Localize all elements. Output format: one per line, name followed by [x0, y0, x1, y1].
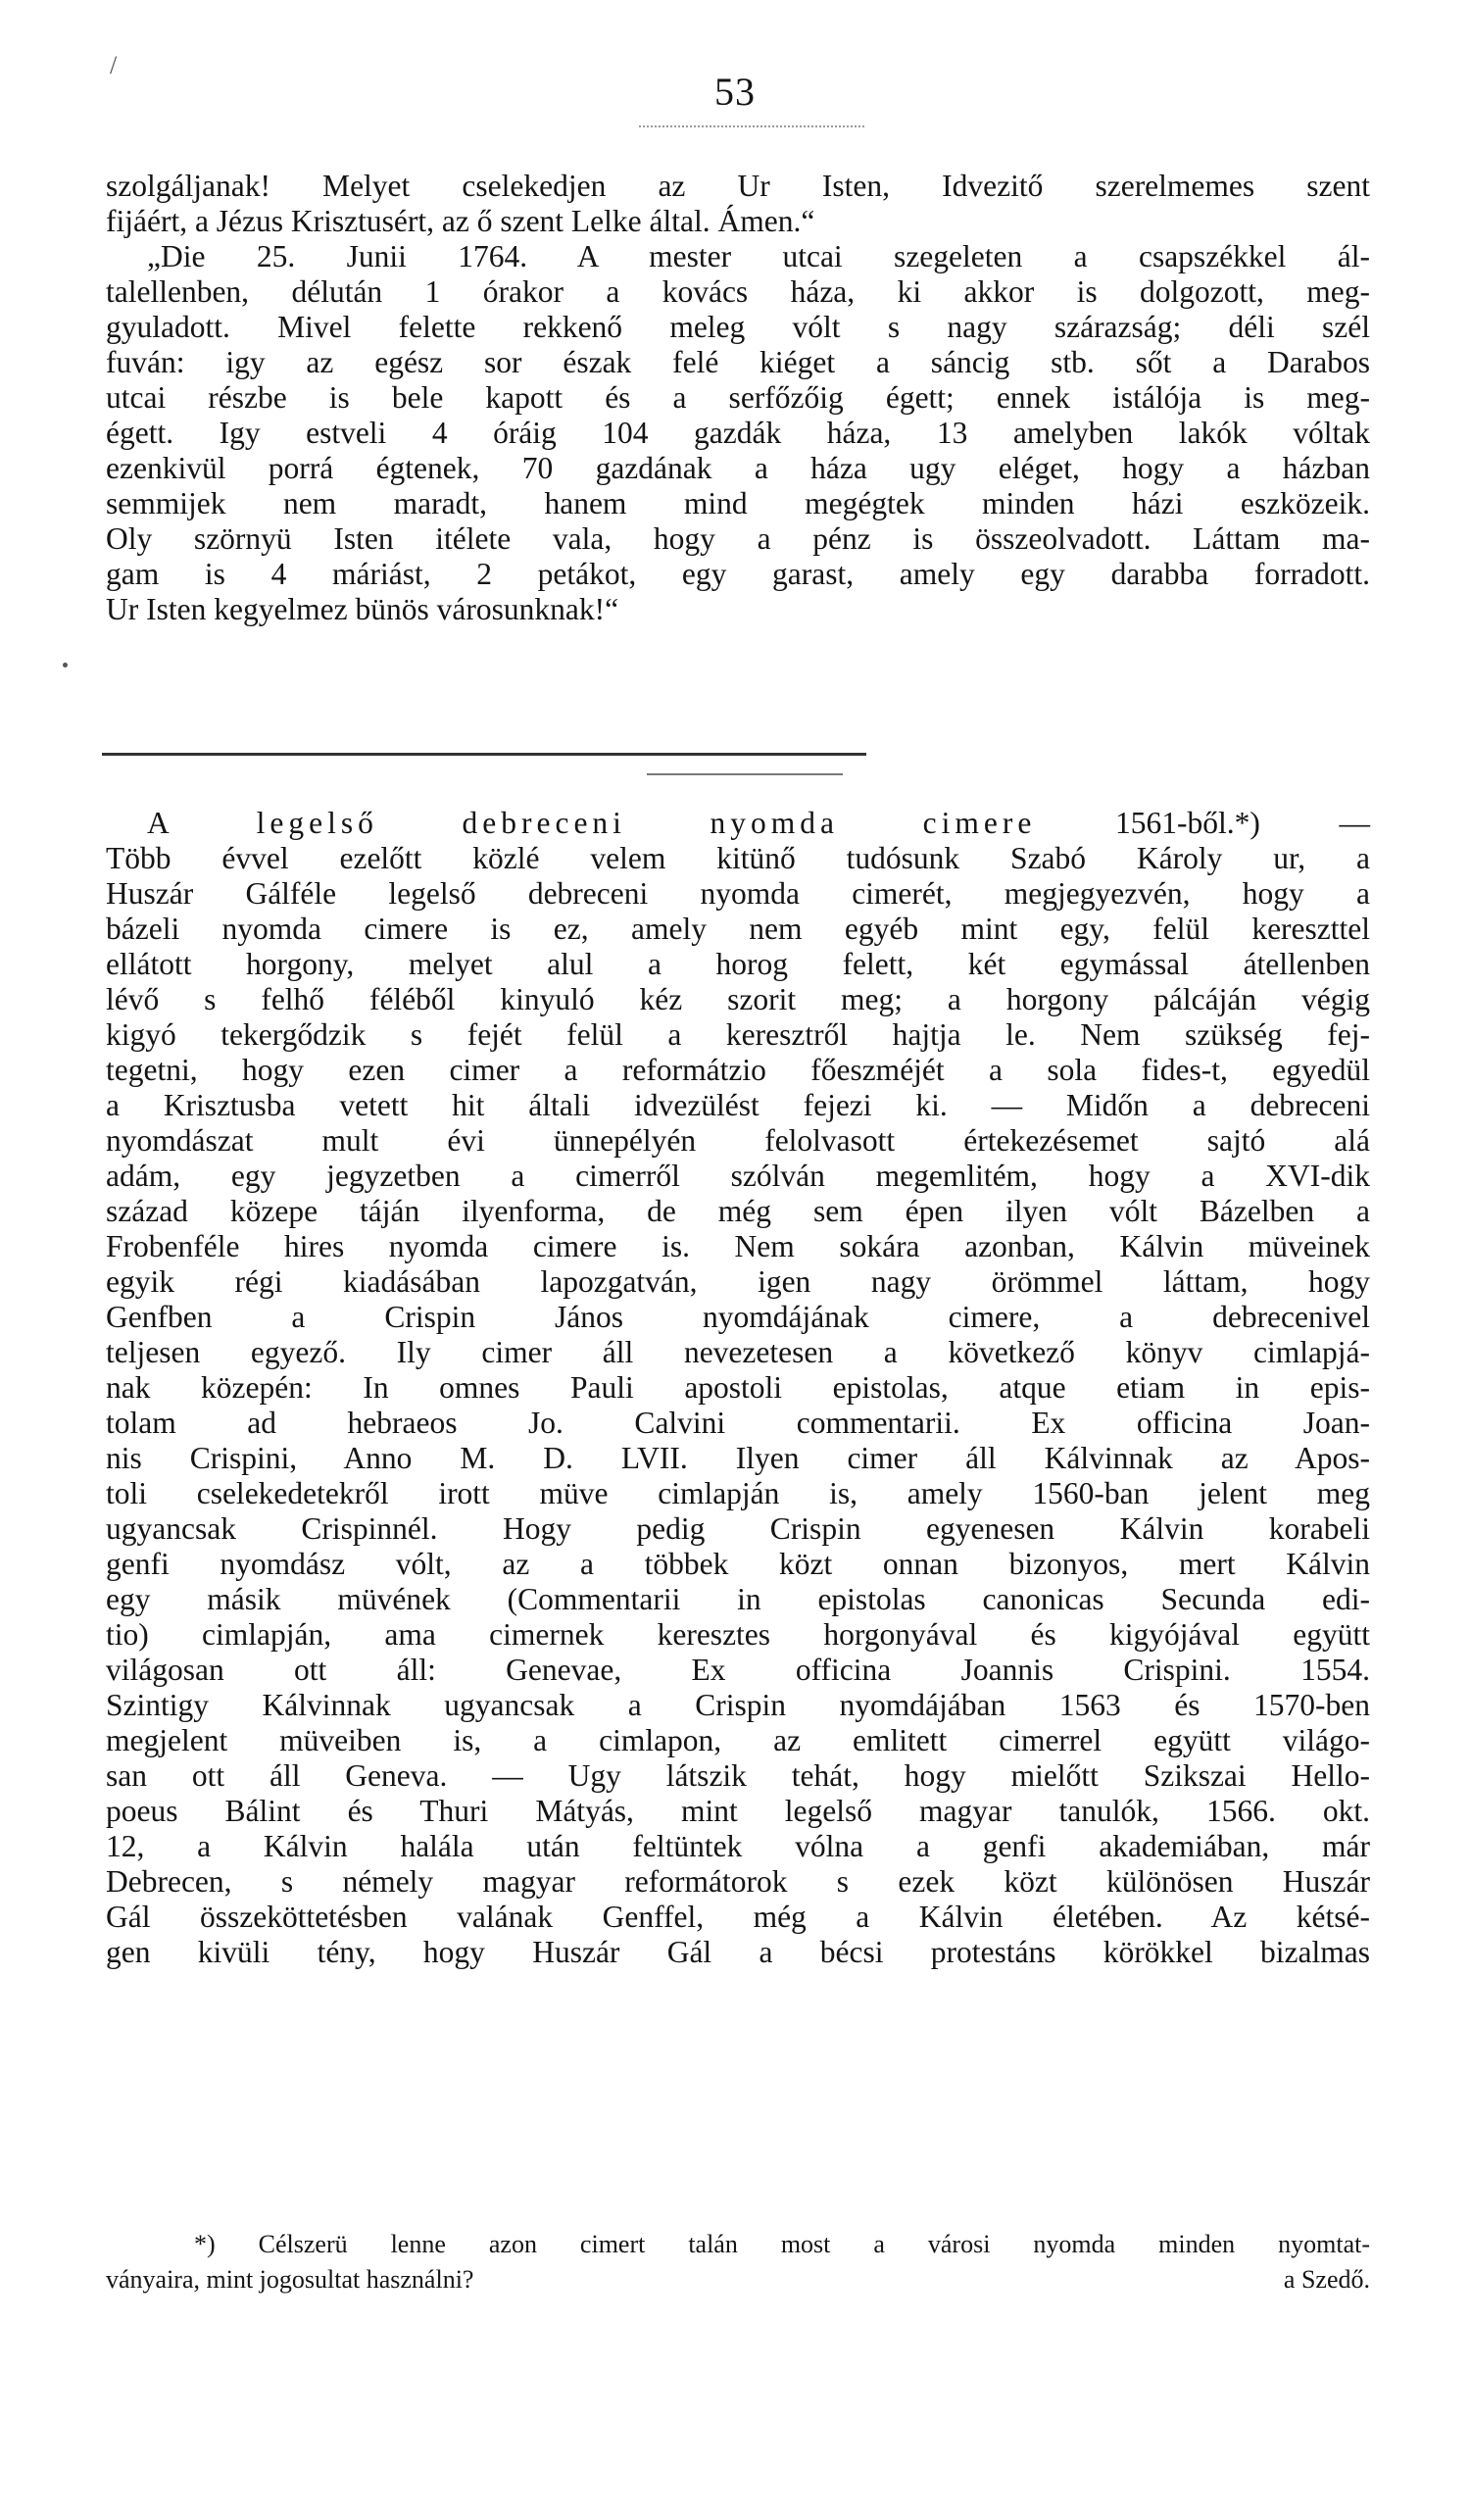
- section-heading-tail: 1561-ből.*) —: [1115, 806, 1371, 840]
- text-line: san ott áll Geneva. — Ugy látszik tehát, hogy mielőtt Szikszai Hello-: [106, 1758, 1370, 1793]
- text-line: tolam ad hebraeos Jo. Calvini commentarii. Ex officina Joan-: [106, 1406, 1370, 1440]
- text-line: század közepe táján ilyenforma, de még sem épen ilyen vólt Bázelben a: [106, 1194, 1370, 1228]
- text-line: Gál összeköttetésben valának Genffel, még a Kálvin életében. Az kétsé-: [106, 1900, 1370, 1934]
- footnote: [106, 2227, 1370, 2298]
- section-divider: [102, 753, 866, 756]
- text-line: szolgáljanak! Melyet cselekedjen az Ur Isten, Idvezitő szerelmemes szent: [106, 169, 1370, 203]
- text-line: utcai részbe is bele kapott és a serfőzőig égett; ennek istálója is meg-: [106, 380, 1370, 415]
- text-line: ellátott horgony, melyet alul a horog felett, két egymással átellenben: [106, 947, 1370, 981]
- section-divider-short: [647, 773, 843, 775]
- text-line: Több évvel ezelőtt közlé velem kitünő tudósunk Szabó Károly ur, a: [106, 841, 1370, 875]
- text-line: a Krisztusba vetett hit általi idvezülést fejezi ki. — Midőn a debreceni: [106, 1088, 1370, 1122]
- footnote-line: [106, 2262, 1370, 2298]
- printing-press-paragraph: [106, 806, 1370, 1970]
- page-number: 53: [714, 70, 756, 114]
- margin-speck: [63, 663, 68, 667]
- text-line: gen kivüli tény, hogy Huszár Gál a bécsi protestáns körökkel bizalmas: [106, 1935, 1370, 1969]
- section-heading-line: [106, 806, 1370, 841]
- footnote-line-end: ványaira, mint jogosultat használni?: [106, 2265, 474, 2294]
- text-line: genfi nyomdász vólt, az a többek közt onnan bizonyos, mert Kálvin: [106, 1547, 1370, 1581]
- text-line: égett. Igy estveli 4 óráig 104 gazdák háza, 13 amelyben lakók vóltak: [106, 416, 1370, 450]
- text-line: ezenkivül porrá égtenek, 70 gazdának a háza ugy eléget, hogy a házban: [106, 451, 1370, 485]
- text-line: megjelent müveiben is, a cimlapon, az emlitett cimerrel együtt világo-: [106, 1723, 1370, 1757]
- text-line: Ur Isten kegyelmez bünös városunknak!“: [106, 592, 619, 626]
- text-line: lévő s felhő féléből kinyuló kéz szorit meg; a horgony pálcáján végig: [106, 982, 1370, 1016]
- text-line: világosan ott áll: Genevae, Ex officina Joannis Crispini. 1554.: [106, 1653, 1370, 1687]
- text-line: gyuladott. Mivel felette rekkenő meleg vólt s nagy szárazság; déli szél: [106, 310, 1370, 344]
- text-line: nyomdászat mult évi ünnepélyén felolvasott értekezésemet sajtó alá: [106, 1123, 1370, 1158]
- text-line: poeus Bálint és Thuri Mátyás, mint legelső magyar tanulók, 1566. okt.: [106, 1794, 1370, 1828]
- text-line: egyik régi kiadásában lapozgatván, igen nagy örömmel láttam, hogy: [106, 1264, 1370, 1299]
- text-line: semmijek nem maradt, hanem mind megégtek minden házi eszközeik.: [106, 486, 1370, 520]
- text-line: fuván: igy az egész sor észak felé kiéget a sáncig stb. sőt a Darabos: [106, 345, 1370, 379]
- page-number-ornament: [639, 125, 864, 133]
- text-line: nak közepén: In omnes Pauli apostoli epistolas, atque etiam in epis-: [106, 1370, 1370, 1405]
- text-line: Oly szörnyü Isten itélete vala, hogy a pénz is összeolvadott. Láttam ma-: [106, 521, 1370, 556]
- text-line: Szintigy Kálvinnak ugyancsak a Crispin nyomdájában 1563 és 1570-ben: [106, 1688, 1370, 1722]
- section-heading: A legelső debreceni nyomda cimere: [147, 806, 1037, 840]
- text-line: ugyancsak Crispinnél. Hogy pedig Crispin egyenesen Kálvin korabeli: [106, 1511, 1370, 1546]
- footnote-signature: a Szedő.: [1283, 2265, 1370, 2294]
- text-line: toli cselekedetekről irott müve cimlapján is, amely 1560-ban jelent meg: [106, 1476, 1370, 1510]
- text-line: Huszár Gálféle legelső debreceni nyomda cimerét, megjegyezvén, hogy a: [106, 876, 1370, 911]
- text-line: Debrecen, s némely magyar reformátorok s ezek közt különösen Huszár: [106, 1864, 1370, 1899]
- text-line: gam is 4 máriást, 2 petákot, egy garast, amely egy darabba forradott.: [106, 557, 1370, 591]
- text-line: nis Crispini, Anno M. D. LVII. Ilyen cimer áll Kálvinnak az Apos-: [106, 1441, 1370, 1475]
- text-line: 12, a Kálvin halála után feltüntek vólna a genfi akademiában, már: [106, 1829, 1370, 1863]
- chronicle-paragraph: [106, 169, 1370, 627]
- text-line: egy másik müvének (Commentarii in epistolas canonicas Secunda edi-: [106, 1582, 1370, 1616]
- text-line: „Die 25. Junii 1764. A mester utcai szegeleten a csapszékkel ál-: [147, 239, 1370, 273]
- text-line: talellenben, délután 1 órakor a kovács háza, ki akkor is dolgozott, meg-: [106, 274, 1370, 309]
- stray-pen-mark: /: [110, 51, 118, 79]
- text-line: adám, egy jegyzetben a cimerről szólván megemlitém, hogy a XVI-dik: [106, 1159, 1370, 1193]
- text-line: fijáért, a Jézus Krisztusért, az ő szent Lelke által. Ámen.“: [106, 204, 815, 238]
- text-line: tio) cimlapján, ama cimernek keresztes horgonyával és kigyójával együtt: [106, 1617, 1370, 1652]
- text-line: kigyó tekergődzik s fejét felül a keresztről hajtja le. Nem szükség fej-: [106, 1017, 1370, 1052]
- footnote-line: *) Célszerü lenne azon cimert talán most a városi nyomda minden nyomtat-: [194, 2230, 1370, 2258]
- text-line: Genfben a Crispin János nyomdájának cimere, a debrecenivel: [106, 1300, 1370, 1334]
- text-line: Frobenféle hires nyomda cimere is. Nem sokára azonban, Kálvin müveinek: [106, 1229, 1370, 1263]
- text-line: tegetni, hogy ezen cimer a reformátzio főeszméjét a sola fides-t, egyedül: [106, 1053, 1370, 1087]
- text-line: bázeli nyomda cimere is ez, amely nem egyéb mint egy, felül kereszttel: [106, 912, 1370, 946]
- text-line: teljesen egyező. Ily cimer áll nevezetesen a következő könyv cimlapjá-: [106, 1335, 1370, 1369]
